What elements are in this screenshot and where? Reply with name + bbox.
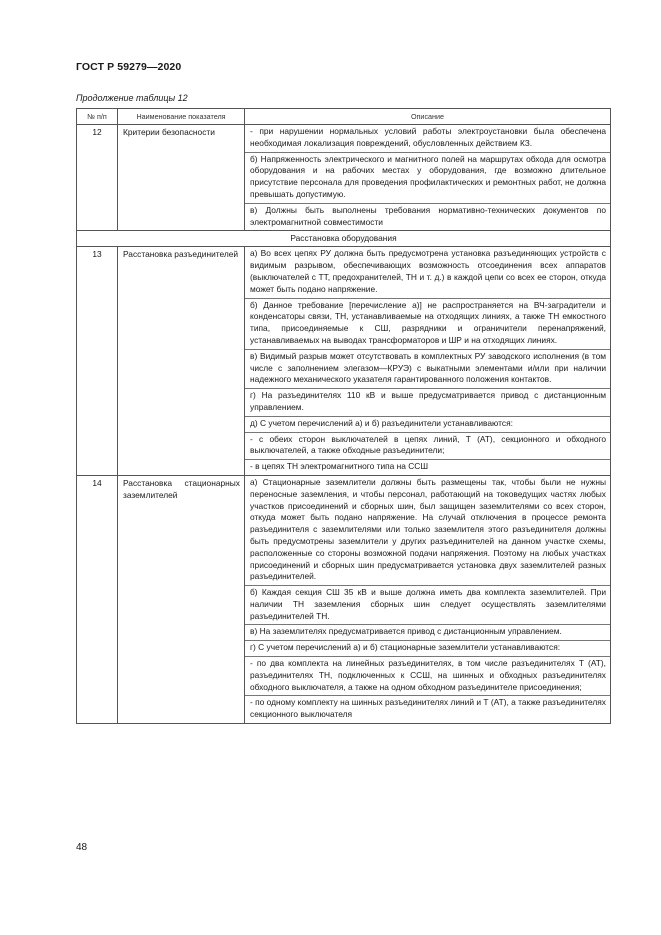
description-paragraph: в) Видимый разрыв может отсутствовать в комплектных РУ заводского исполнения (в том числе с заполнением элегазом—КРУЭ) с выкатными элементами и/или при наличии надежного механического указателя гарантированного положения контактов. [245, 350, 610, 389]
description-paragraph: - при нарушении нормальных условий работы электроустановки была обеспечена необходимая локализация повреждений, обусловленных действием КЗ. [245, 125, 610, 153]
table-row-14 [77, 475, 611, 723]
row-name: Критерии безопасности [118, 125, 245, 231]
description-paragraph: а) Стационарные заземлители должны быть размещены так, чтобы были не нужны переносные заземления, и чтобы персонал, работающий на токоведущих частях любых участков присоединений и сборных шин, был защищен заземлителями со всех сторон, откуда может быть подано напряжение. На случай отключения в процессе ремонта разъединителя с заземлителями или только заземлителя этого разъединителя должны быть предусмотрены заземлители у других разъединителей на данном участке схемы, расположенные со стороны возможной подачи напряжения. Поэтому на любых участках присоединений и сборных шин предусматривается установка двух заземлителей разных разъединителей. [245, 476, 610, 586]
section-row [77, 231, 611, 247]
description-paragraph: б) Напряженность электрического и магнитного полей на маршрутах обхода для осмотра оборудования и на рабочих местах у оборудования, где возможно длительное присутствие персонала для проведения профилактических и ремонтных работ, не должна превышать допустимую. [245, 153, 610, 204]
description-paragraph: - в цепях ТН электромагнитного типа на ССШ [250, 461, 429, 472]
table-row-13 [77, 247, 611, 476]
table-caption: Продолжение таблицы 12 [76, 93, 188, 103]
description-paragraph: - с обеих сторон выключателей в цепях линий, Т (АТ), секционного и обходного выключателей, а также обходные разъединители; [245, 433, 610, 461]
description-paragraph: д) С учетом перечислений а) и б) разъединители устанавливаются: [245, 417, 610, 433]
description-paragraph: - по два комплекта на линейных разъединителях, в том числе разъединителях Т (АТ), разъединителях ТН, подключенных к ССШ, на шинных и обходных разъединителях обходного выключателя, а также на одном обходном разъединителе присоединения; [245, 657, 610, 696]
description-paragraph: - по одному комплекту на шинных разъединителях линий и Т (АТ), а также разъединителях секционного выключателя [250, 697, 606, 720]
row-name: Расстановка стационарных заземлителей [118, 475, 245, 723]
section-title: Расстановка оборудования [77, 231, 611, 247]
description-paragraph: в) Должны быть выполнены требования нормативно-технических документов по электромагнитной совместимости [250, 204, 606, 227]
description-paragraph: б) Данное требование [перечисление а)] не распространяется на ВЧ-заградители и конденсаторы связи, ТН, устанавливаемые на отходящих линиях, а также ТН емкостного типа, присоединяемые к СШ, разрядники и ограничители перенапряжений, устанавливаемых на выводах трансформаторов и ШР и на отходящих линиях. [245, 299, 610, 350]
description-paragraph: г) На разъединителях 110 кВ и выше предусматривается привод с дистанционным управлением. [245, 389, 610, 417]
column-header-description: Описание [245, 109, 611, 125]
row-number: 12 [77, 125, 118, 231]
table-header-row [77, 109, 611, 125]
column-header-name: Наименование показателя [118, 109, 245, 125]
description-paragraph: б) Каждая секция СШ 35 кВ и выше должна иметь два комплекта заземлителей. При наличии ТН заземления сборных шин следует осуществлять заземлителями разъединителей ТН. [245, 586, 610, 625]
page-number: 48 [76, 842, 88, 853]
description-paragraph: в) На заземлителях предусматривается привод с дистанционным управлением. [245, 625, 610, 641]
row-name: Расстановка разъединителей [118, 247, 245, 476]
column-header-number: № п/п [77, 109, 118, 125]
row-description [245, 125, 611, 231]
description-paragraph: а) Во всех цепях РУ должна быть предусмотрена установка разъединяющих устройств с видимым разрывом, обеспечивающих возможность отсоединения всех аппаратов (выключателей с ТТ, предохранителей, ТН и т. д.) в каждой цепи со всех ее сторон, откуда может быть подано напряжение. [245, 247, 610, 298]
specification-table [76, 108, 611, 724]
row-description [245, 475, 611, 723]
row-number: 14 [77, 475, 118, 723]
document-code: ГОСТ Р 59279—2020 [76, 61, 182, 73]
row-description [245, 247, 611, 476]
row-number: 13 [77, 247, 118, 476]
table-row-12 [77, 125, 611, 231]
description-paragraph: г) С учетом перечислений а) и б) стационарные заземлители устанавливаются: [245, 641, 610, 657]
